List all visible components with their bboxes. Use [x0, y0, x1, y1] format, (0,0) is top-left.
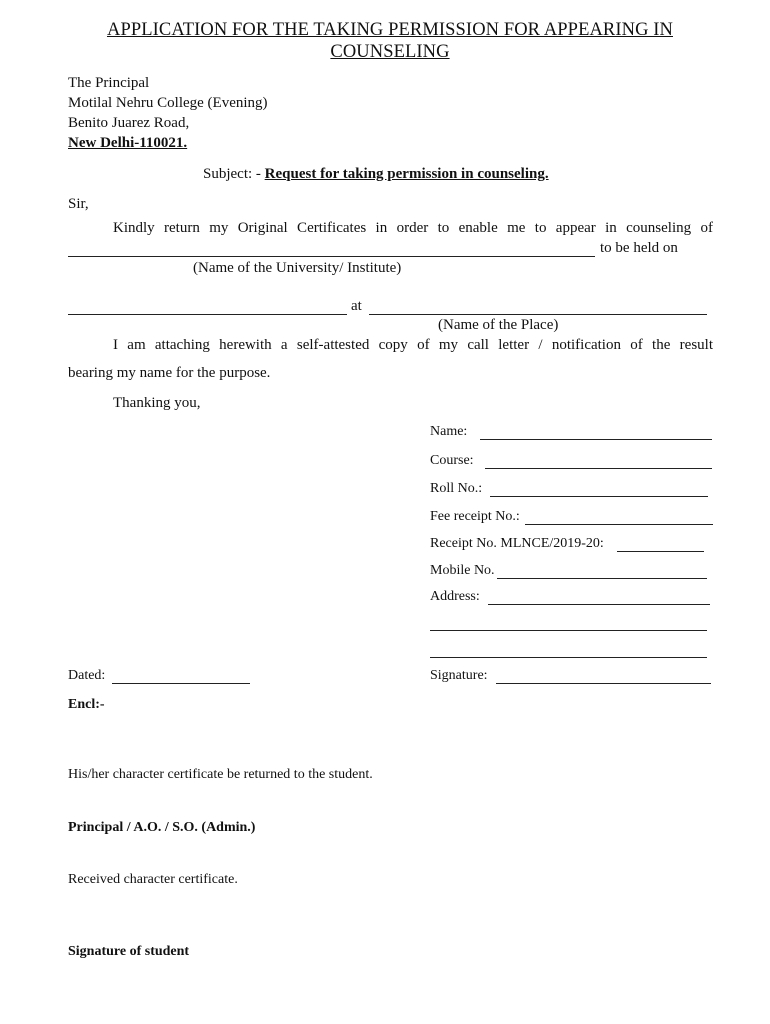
roll-field[interactable] [490, 496, 708, 497]
subject-label: Subject: - [203, 166, 265, 182]
signature-label: Signature: [430, 668, 488, 683]
signature-field[interactable] [496, 683, 711, 684]
receipt-no-label: Receipt No. MLNCE/2019-20: [430, 536, 604, 551]
address-label: Address: [430, 589, 480, 604]
address-field-line-2[interactable] [430, 630, 707, 631]
page-title: APPLICATION FOR THE TAKING PERMISSION FOR APPEARING IN COUNSELING [106, 20, 673, 62]
salutation: Sir, [68, 196, 89, 212]
university-caption: (Name of the University/ Institute) [193, 260, 402, 276]
dated-label: Dated: [68, 668, 106, 683]
mobile-label: Mobile No. [430, 563, 495, 578]
street-address: Benito Juarez Road, [68, 115, 190, 131]
address-field-line-3[interactable] [430, 657, 707, 658]
paragraph-2-line-1: I am attaching herewith a self-attested copy of my call letter / notification of the result [113, 337, 713, 353]
place-caption: (Name of the Place) [438, 317, 559, 333]
course-field[interactable] [485, 468, 712, 469]
subject-text: Request for taking permission in counseling. [264, 166, 549, 182]
enclosure-label: Encl:- [68, 697, 105, 712]
date-blank[interactable] [68, 314, 347, 315]
name-label: Name: [430, 424, 468, 439]
paragraph-1-line-1: Kindly return my Original Certificates in order to enable me to appear in counseling of [113, 220, 713, 236]
held-on-text: to be held on [600, 240, 678, 256]
course-label: Course: [430, 453, 474, 468]
place-blank[interactable] [369, 314, 707, 315]
dated-field[interactable] [112, 683, 250, 684]
address-field-line-1[interactable] [488, 604, 710, 605]
city-postal: New Delhi-110021. [68, 135, 188, 151]
recipient-title: The Principal [68, 75, 150, 91]
university-blank[interactable] [68, 256, 595, 257]
at-text: at [351, 298, 362, 314]
closing: Thanking you, [113, 395, 201, 411]
received-certificate-text: Received character certificate. [68, 872, 238, 887]
receipt-no-field[interactable] [617, 551, 704, 552]
mobile-field[interactable] [497, 578, 707, 579]
principal-signatory: Principal / A.O. / S.O. (Admin.) [68, 820, 256, 835]
character-certificate-note: His/her character certificate be returned to the student. [68, 767, 373, 782]
fee-receipt-label: Fee receipt No.: [430, 509, 520, 524]
college-name: Motilal Nehru College (Evening) [68, 95, 268, 111]
roll-label: Roll No.: [430, 481, 483, 496]
paragraph-2-line-2: bearing my name for the purpose. [68, 365, 271, 381]
name-field[interactable] [480, 439, 712, 440]
subject-line [203, 166, 549, 183]
fee-receipt-field[interactable] [525, 524, 713, 525]
student-signature-label: Signature of student [68, 944, 190, 959]
